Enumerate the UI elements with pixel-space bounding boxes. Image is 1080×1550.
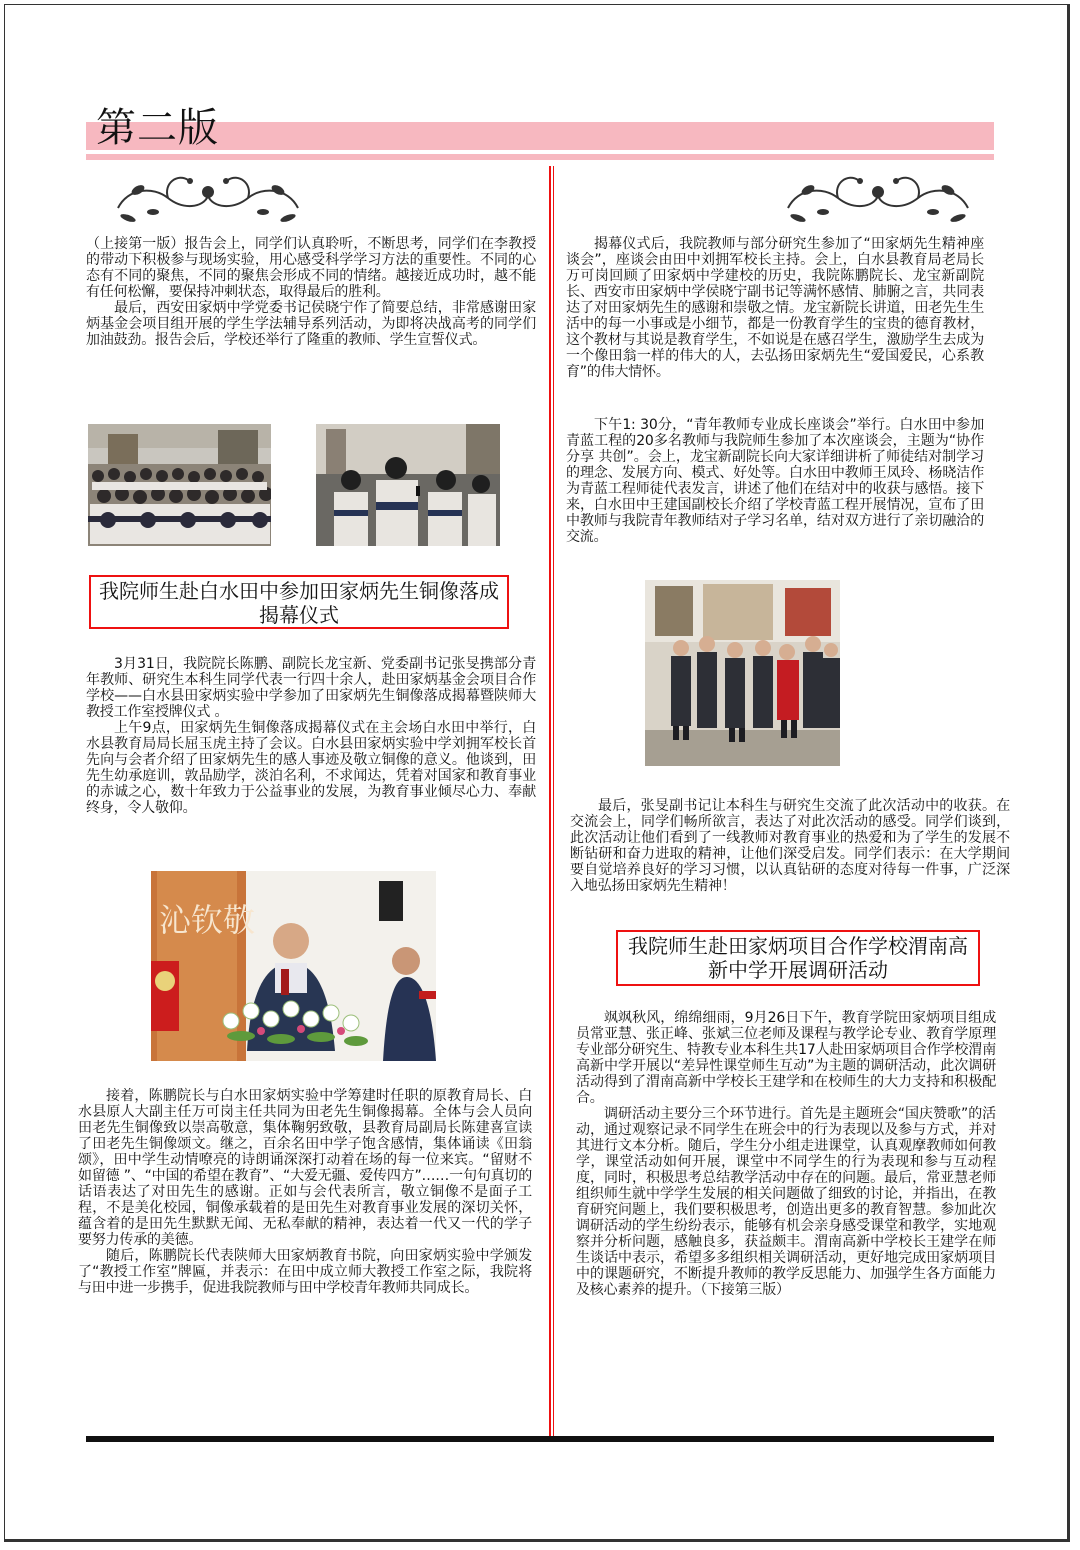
group-indoor-photo — [645, 580, 840, 766]
left-article-text-2 — [78, 1088, 532, 1296]
right-para-4: 飒飒秋风，绵绵细雨，9月26日下午，教育学院田家炳项目组成员常亚慧、张正峰、张斌三位老师及课程与教学论专业、教育学原理专业部分研究生、特教专业本科生共17人赴田家炳项目合作学校渭南高新中学开展以“差异性课堂师生互动”为主题的调研活动，此次调研活动得到了渭南高新中学校长王建学和在校师生的大力支持和积极配合。 — [576, 1010, 996, 1106]
header-line — [86, 154, 994, 160]
left-ornament-icon — [108, 168, 308, 226]
speaker-podium-photo — [151, 871, 436, 1061]
left-para-6: 随后，陈鹏院长代表陕师大田家炳教育书院，向田家炳实验中学颁发了“教授工作室”牌匾，并表示：在田中成立师大教授工作室之际，我院将与田中进一步携手，促进我院教师与田中学校青年教师共同成长。 — [78, 1248, 532, 1296]
right-seminar-text — [566, 417, 984, 545]
right-para-3: 最后，张旻副书记让本科生与研究生交流了此次活动中的收获。在交流会上，同学们畅所欲言，表达了对此次活动的感受。同学们谈到，此次活动让他们看到了一线教师对教育事业的热爱和为了学生的发展不断钻研和奋力进取的精神，让他们深受启发。同学们表示：在大学期间要自觉培养良好的学习习惯，以认真钻研的态度对待每一件事，广泛深入地弘扬田家炳先生精神！ — [570, 798, 1010, 894]
left-para-5: 接着，陈鹏院长与白水田家炳实验中学筹建时任职的原教育局长、白水县原人大副主任万可岗主任共同为田老先生铜像揭幕。全体与会人员向田老先生铜像致以崇高敬意，集体鞠躬致敬，县教育局副局长陈建喜宣读了田老先生铜像颂文。继之，百余名田中学子饱含感情，集体诵读《田翁颂》，田中学生动情嘹亮的诗朗诵深深打动着在场的每一位来宾。“留财不如留德 ”、“中国的希望在教育”、“大爱无疆、爱传四方”……一句句真切的话语表达了对田先生的感谢。正如与会代表所言，敬立铜像不是面子工程，不是美化校园，铜像承载着的是田先生对教育事业发展的深切关怀，蕴含着的是田先生默默无闻、无私奉献的精神，表达着一代又一代的学子要努力传承的美德。 — [78, 1088, 532, 1248]
right-research-text — [576, 1010, 996, 1298]
right-intro-text — [566, 236, 984, 380]
svg-text:沁钦敬: 沁钦敬 — [159, 901, 256, 939]
students-crowd-photo — [88, 424, 271, 546]
left-article-text — [86, 656, 536, 816]
left-para-2: 最后，西安田家炳中学党委书记侯晓宁作了简要总结，非常感谢田家炳基金会项目组开展的学生学法辅导系列活动，为即将决战高考的同学们加油鼓劲。报告会后，学校还举行了隆重的教师、学生宣誓仪式。 — [86, 300, 536, 348]
right-headline: 我院师生赴田家炳项目合作学校渭南高新中学开展调研活动 — [616, 930, 980, 986]
column-divider-inner — [553, 166, 554, 1436]
right-para-1: 揭幕仪式后，我院教师与部分研究生参加了“田家炳先生精神座谈会”，座谈会由田中刘拥军校长主持。会上，白水县教育局老局长万可岗回顾了田家炳中学建校的历史，我院陈鹏院长、龙宝新副院长、西安市田家炳中学侯晓宁副书记等满怀感情、肺腑之言，共同表达了对田家炳先生的感谢和崇敬之情。龙宝新院长讲道，田老先生生活中的每一小事或是小细节，都是一份教育学生的宝贵的德育教材，这个教材与其说是教育学生，不如说是在感召学生，激励学生去成为一个像田翁一样的伟大的人，去弘扬田家炳先生“爱国爱民，心系教育”的伟大情怀。 — [566, 236, 984, 380]
right-closing-text — [570, 798, 1010, 894]
left-intro-text — [86, 236, 536, 348]
left-para-4: 上午9点，田家炳先生铜像落成揭幕仪式在主会场白水田中举行，白水县教育局局长屈玉虎主持了会议。白水县田家炳实验中学刘拥军校长首先向与会者介绍了田家炳先生的感人事迹及敬立铜像的意义。他谈到，田先生幼承庭训，敦品励学，淡泊名利，不求闻达，凭着对国家和教育事业的赤诚之心，数十年致力于公益事业的发展，为教育事业倾尽心力、奉献终身，令人敬仰。 — [86, 720, 536, 816]
header-band — [86, 122, 994, 150]
right-para-2: 下午1: 30分，“青年教师专业成长座谈会”举行。白水田中参加青蓝工程的20多名教师与我院师生参加了本次座谈会，主题为“协作 分享 共创”。会上，龙宝新副院长向大家详细讲析了师徒结对制学习的理念、发展方向、模式、好处等。白水田中教师王凤玲、杨晓洁作为青蓝工程师徒代表发言，讲述了他们在结对中的收获与感悟。接下来，白水田中王建国副校长介绍了学校青蓝工程开展情况，宣布了田中教师与我院青年教师结对子学习名单，结对双方进行了亲切融洽的交流。 — [566, 417, 984, 545]
column-divider — [549, 166, 551, 1436]
left-para-3: 3月31日，我院院长陈鹏、副院长龙宝新、党委副书记张旻携部分青年教师、研究生本科生同学代表一行四十余人，赴田家炳基金会项目合作学校——白水县田家炳实验中学参加了田家炳先生铜像落成揭幕暨陕师大教授工作室授牌仪式 。 — [86, 656, 536, 720]
footer-rule — [86, 1436, 994, 1442]
edition-title: 第二版 — [96, 105, 219, 151]
right-para-5: 调研活动主要分三个环节进行。首先是主题班会“国庆赞歌”的活动，通过观察记录不同学生在班会中的行为表现以及参与方式，并对其进行文本分析。随后，学生分小组走进课堂，认真观摩教师如何教学，课堂活动如何开展，课堂中不同学生的行为表现和参与互动程度，同时，积极思考总结教学活动中存在的问题。最后，常亚慧老师组织师生就中学学生发展的相关问题做了细致的讨论，并指出，在教育研究问题上，我们要积极思考，创造出更多的教育智慧。参加此次调研活动的学生纷纷表示，能够有机会亲身感受课堂和教学，实地观察并分析问题，感触良多，获益颇丰。渭南高新中学校长王建学在师生谈话中表示，希望多多组织相关调研活动，更好地完成田家炳项目中的课题研究，不断提升教师的教学反思能力、加强学生各方面能力及核心素养的提升。（下接第三版） — [576, 1106, 996, 1298]
left-headline: 我院师生赴白水田中参加田家炳先生铜像落成揭幕仪式 — [89, 575, 509, 629]
left-para-1: （上接第一版）报告会上，同学们认真聆听，不断思考，同学们在李教授的带动下积极参与现场实验，用心感受科学学习方法的重要性。不同的心态有不同的聚焦，不同的聚焦会形成不同的情绪。越接近成功时，越不能有任何松懈，要保持冲刺状态，取得最后的胜利。 — [86, 236, 536, 300]
student-speech-photo — [316, 424, 500, 546]
right-ornament-icon — [778, 168, 978, 226]
